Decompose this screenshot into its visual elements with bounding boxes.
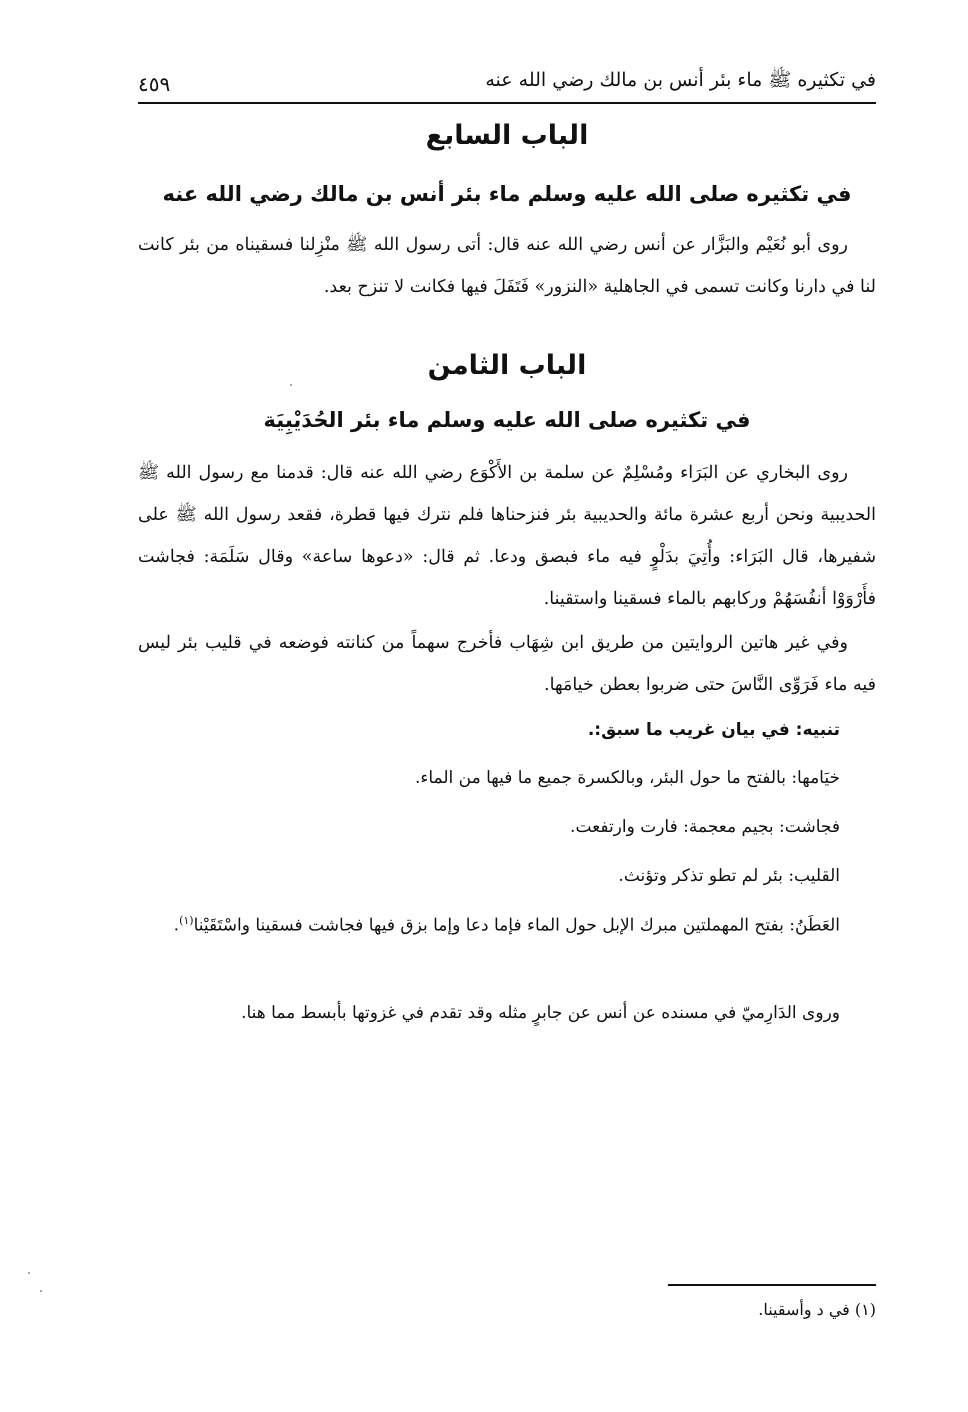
gloss-long-end: . bbox=[173, 915, 180, 936]
footnote-text: (١) في د وأسقينا. bbox=[758, 1300, 876, 1319]
note-heading: تنبيه: في بيان غريب ما سبق:. bbox=[587, 720, 840, 740]
gloss-long-text: العَطَنُ: بفتح المهملتين مبرك الإبل حول الماء فإما دعا وإما بزق فيها فجاشت فسقينا واسْتَقَيْنا bbox=[193, 915, 840, 936]
running-header bbox=[138, 64, 876, 104]
gloss-item: خيَامها: بالفتح ما حول البئر، وبالكسرة جميع ما فيها من الماء. bbox=[414, 768, 840, 788]
paragraph-hudaybiyah: روى البخاري عن البَرَاء ومُسْلِمٌ عن سلمة بن الأَكْوَع رضي الله عنه قال: قدمنا مع رسول الله ﷺ الحديبية ونحن أربع عشرة مائة والحديبية بئر فنزحناها فلم نترك فيها قطرة، فقعد رسول الله ﷺ على شفيرها، قال البَرَاء: وأُتِيَ بدَلْوٍ فيه ماء فبصق ودعا. ثم قال: «دعوها ساعة» وقال سَلَمَة: فجاشت فأَرْوَوْا أنفُسَهُمْ وركابهم بالماء فسقينا واستقينا. bbox=[138, 463, 876, 609]
chapter-title-seventh: الباب السابع bbox=[425, 120, 589, 151]
scan-speck bbox=[40, 1290, 42, 1292]
paragraph-anas-well: روى أبو نُعَيْم والبَزَّار عن أنس رضي الله عنه قال: أتى رسول الله ﷺ منْزِلنا فسقيناه من بئر كانت لنا في دارنا وكانت تسمى في الجاهلية «النزور» فَتَفَلَ فيها فكانت لا تنزح بعد. bbox=[138, 235, 876, 297]
footnote-divider bbox=[668, 1284, 876, 1286]
page-number: ٤٥٩ bbox=[138, 72, 171, 96]
closing-paragraph: وروى الدَارِميّ في مسنده عن أنس عن جابرٍ مثله وقد تقدم في غزوتها بأبسط مما هنا. bbox=[241, 1003, 840, 1023]
running-title: في تكثيره ﷺ ماء بئر أنس بن مالك رضي الله عنه bbox=[485, 69, 876, 91]
chapter-title-eighth: الباب الثامن bbox=[427, 350, 587, 381]
paragraph-ibn-shihab: وفي غير هاتين الروايتين من طريق ابن شِهَاب فأخرج سهماً من كنانته فوضعه في قليب بئر ليس فيه ماء فَرَوِّى النَّاسَ حتى ضربوا بعطن خيامَها. bbox=[138, 633, 876, 695]
chapter-subtitle-eighth: في تكثيره صلى الله عليه وسلم ماء بئر الحُدَيْبِيَة bbox=[263, 408, 751, 432]
scan-speck bbox=[28, 1272, 30, 1274]
gloss-item: فجاشت: بجيم معجمة: فارت وارتفعت. bbox=[570, 817, 840, 837]
scan-speck bbox=[290, 384, 292, 386]
gloss-item: القليب: بئر لم تطو تذكر وتؤنث. bbox=[618, 866, 840, 886]
gloss-item-long bbox=[138, 900, 876, 947]
chapter-subtitle-seventh: في تكثيره صلى الله عليه وسلم ماء بئر أنس بن مالك رضي الله عنه bbox=[162, 182, 852, 206]
footnote-reference[interactable]: (١) bbox=[179, 914, 194, 927]
